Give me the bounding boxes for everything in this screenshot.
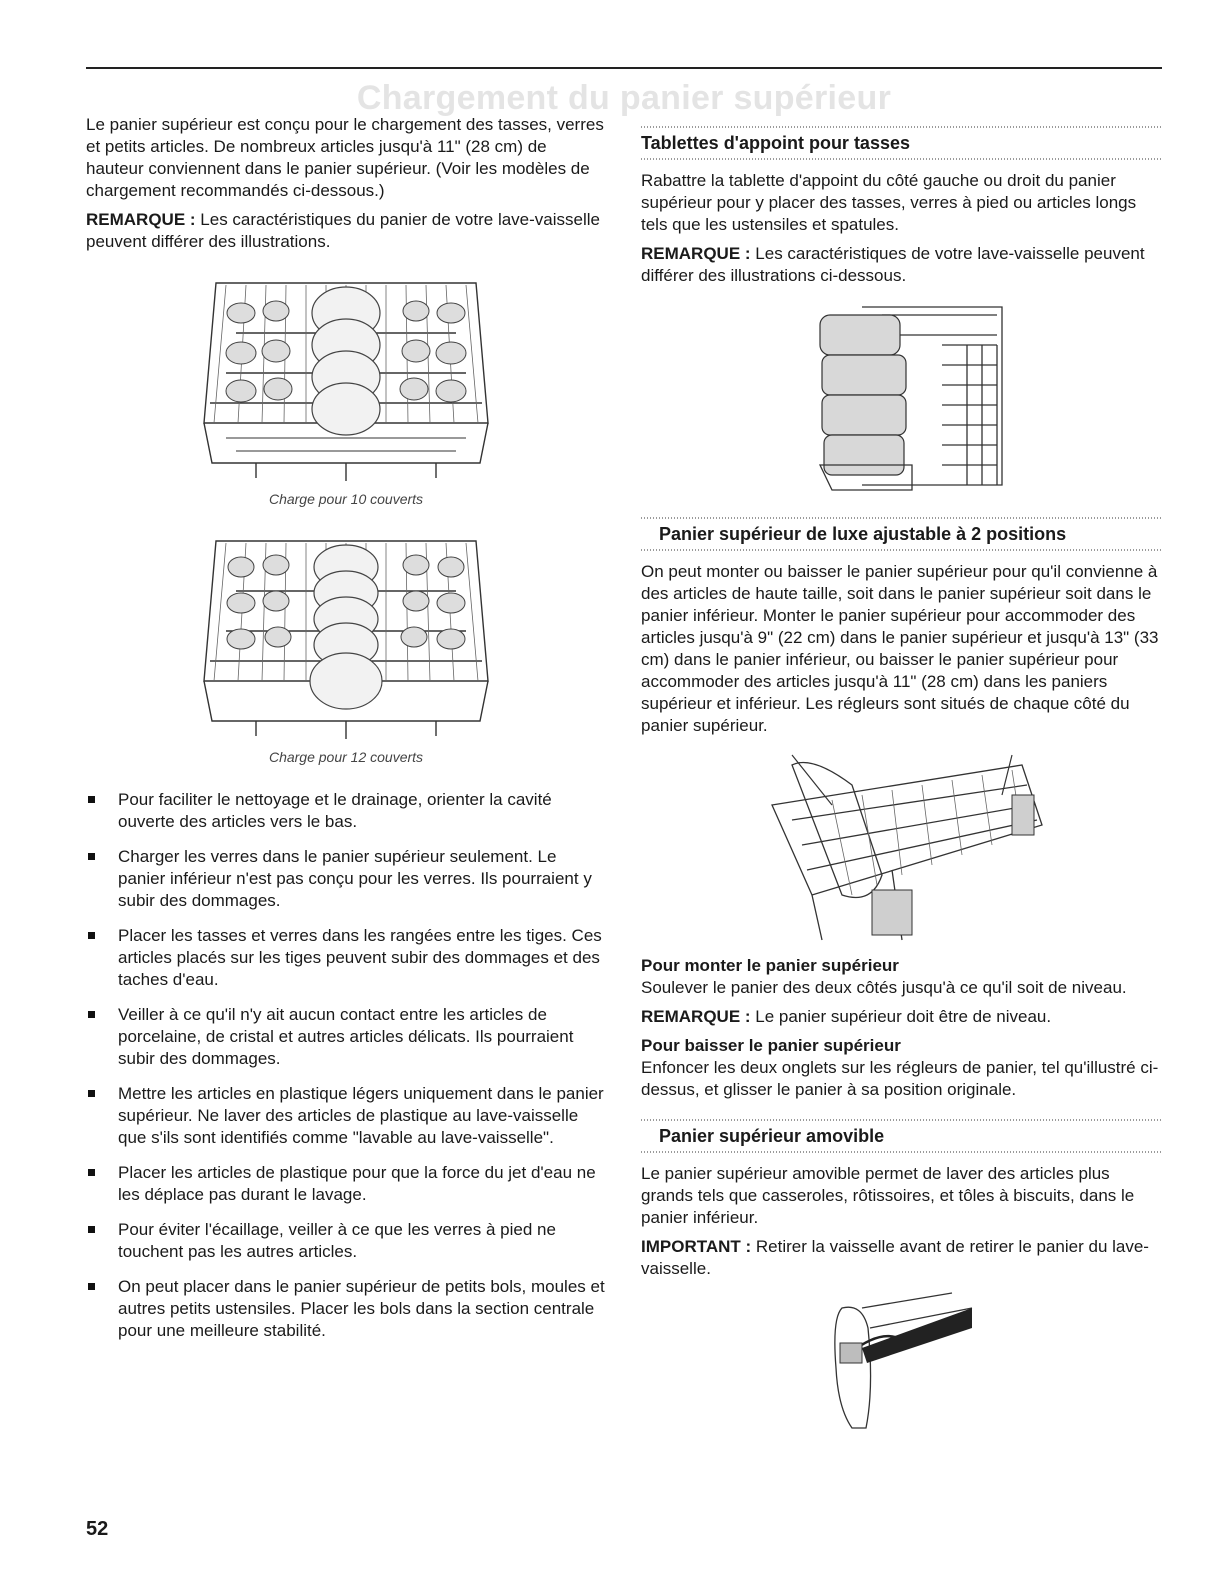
right-column [641,126,1163,1438]
caption-12: Charge pour 12 couverts [268,749,424,765]
note-text: Les caractéristiques du panier de votre lave-vaisselle peuvent différer des illustrations. [86,210,600,251]
bullet-square-icon [88,932,95,939]
removable-important: IMPORTANT : Retirer la vaisselle avant de retirer le panier du lave-vaisselle. [641,1237,1149,1278]
cup-shelves-note: REMARQUE : Les caractéristiques de votre lave-vaisselle peuvent différer des illustrations ci-dessous. [641,244,1145,285]
list-item: Mettre les articles en plastique légers uniquement dans le panier supérieur. Ne laver des articles de plastique au lave-vaisselle que s'ils sont identifiés comme "lavable au lave-vaisselle". [86,1083,606,1149]
raise-rack-note: REMARQUE : Le panier supérieur doit être de niveau. [641,1007,1052,1026]
raise-rack-text: Soulever le panier des deux côtés jusqu'à ce qu'il soit de niveau. [641,978,1127,997]
raise-rack-heading: Pour monter le panier supérieur [641,956,899,975]
rack-10-illustration [196,273,496,485]
bullet-square-icon [88,1169,95,1176]
caption-10: Charge pour 10 couverts [268,491,424,507]
bullet-square-icon [88,1283,95,1290]
list-item: Placer les tasses et verres dans les rangées entre les tiges. Ces articles placés sur les tiges peuvent subir des dommages et des taches d'eau. [86,925,606,991]
note-label: REMARQUE : [86,210,196,229]
adjustable-text: On peut monter ou baisser le panier supérieur pour qu'il convienne à des articles de haute taille, soit dans le panier supérieur soit dans le panier inférieur. Monter le panier supérieur pour accommoder des articles jusqu'à 9" (22 cm) dans le panier supérieur et jusqu'à 13" (33 cm) dans le panier inférieur, ou baisser le panier supérieur pour accommoder des articles jusqu'à 11" (28 cm) dans les paniers supérieur et inférieur. Les régleurs sont situés de chaque côté du panier supérieur. [641,562,1159,735]
rack-10-figure [86,273,606,485]
adjuster-figure [641,745,1163,945]
list-item: Veiller à ce qu'il n'y ait aucun contact entre les articles de porcelaine, de cristal et autres articles délicats. Ils pourraient subir des dommages. [86,1004,606,1070]
list-item: On peut placer dans le panier supérieur de petits bols, moules et autres petits ustensiles. Placer les bols dans la section centrale pour une meilleure stabilité. [86,1276,606,1342]
removable-text: Le panier supérieur amovible permet de laver des articles plus grands tels que casseroles, rôtissoires, et tôles à biscuits, dans le panier inférieur. [641,1164,1135,1227]
bullet-square-icon [88,853,95,860]
rack-12-figure [86,531,606,743]
lower-rack-heading: Pour baisser le panier supérieur [641,1036,901,1055]
lower-rack-text: Enfoncer les deux onglets sur les régleurs de panier, tel qu'illustré ci-dessus, et glisser le panier à sa position originale. [641,1058,1159,1099]
section-heading-cup-shelves: Tablettes d'appoint pour tasses [641,126,1163,160]
intro-paragraph: Le panier supérieur est conçu pour le chargement des tasses, verres et petits articles. De nombreux articles jusqu'à 11" (28 cm) de hauteur conviennent dans le panier supérieur. (Voir les modèles de chargement recommandés ci-dessous.) [86,115,604,200]
section-heading-adjustable: Panier supérieur de luxe ajustable à 2 positions [641,517,1163,551]
section-heading-removable: Panier supérieur amovible [641,1119,1163,1153]
bullet-square-icon [88,1226,95,1233]
adjuster-illustration [752,745,1052,945]
bullet-square-icon [88,1090,95,1097]
page-number: 52 [86,1518,109,1540]
cup-shelf-figure [641,295,1163,505]
left-note [86,209,606,253]
page-title: Chargement du panier supérieur [356,79,892,117]
list-item: Charger les verres dans le panier supérieur seulement. Le panier inférieur n'est pas conçu pour les verres. Ils pourraient y subir des dommages. [86,846,606,912]
bullet-square-icon [88,1011,95,1018]
top-rule [86,67,1162,69]
removable-figure [641,1288,1163,1438]
list-item: Placer les articles de plastique pour que la force du jet d'eau ne les déplace pas durant le lavage. [86,1162,606,1206]
cup-shelf-illustration [792,295,1012,505]
removable-rack-illustration [822,1288,982,1438]
list-item: Pour éviter l'écaillage, veiller à ce que les verres à pied ne touchent pas les autres articles. [86,1219,606,1263]
list-item: Pour faciliter le nettoyage et le drainage, orienter la cavité ouverte des articles vers le bas. [86,789,606,833]
cup-shelves-text: Rabattre la tablette d'appoint du côté gauche ou droit du panier supérieur pour y placer des tasses, verres à pied ou articles longs tels que les ustensiles et spatules. [641,171,1137,234]
rack-12-illustration [196,531,496,743]
bullet-square-icon [88,796,95,803]
left-column [86,114,606,1355]
loading-tips-list [86,789,606,1342]
